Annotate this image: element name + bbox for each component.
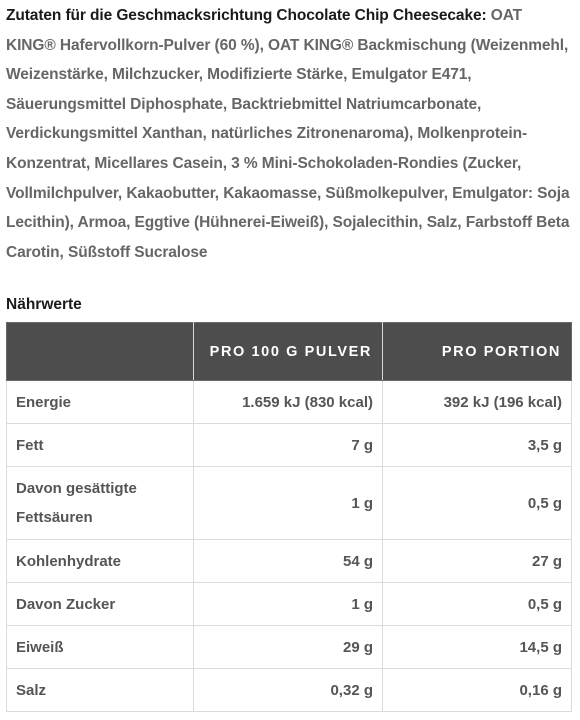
nutrition-table [6, 322, 572, 712]
nutrient-label: Eiweiß [7, 626, 194, 669]
value-per-portion: 3,5 g [383, 424, 572, 467]
nutrition-title: Nährwerte [6, 296, 82, 314]
value-per-100g: 1 g [194, 583, 383, 626]
table-row [7, 626, 572, 669]
value-per-portion: 27 g [383, 540, 572, 583]
table-row [7, 467, 572, 540]
value-per-portion: 0,16 g [383, 669, 572, 712]
nutrient-label: Davon gesättigte Fettsäuren [7, 467, 194, 540]
value-per-100g: 1.659 kJ (830 kcal) [194, 381, 383, 424]
value-per-100g: 54 g [194, 540, 383, 583]
value-per-portion: 14,5 g [383, 626, 572, 669]
table-row [7, 583, 572, 626]
value-per-100g: 7 g [194, 424, 383, 467]
table-row [7, 540, 572, 583]
header-cell-per-portion: PRO PORTION [383, 323, 572, 381]
ingredients-lead: Zutaten für die Geschmacksrichtung Chocolate Chip Cheesecake: [6, 7, 487, 24]
nutrient-label: Kohlenhydrate [7, 540, 194, 583]
ingredients-paragraph [6, 1, 572, 267]
nutrient-label: Davon Zucker [7, 583, 194, 626]
value-per-100g: 0,32 g [194, 669, 383, 712]
header-cell-label [7, 323, 194, 381]
header-cell-per-100g: PRO 100 G PULVER [194, 323, 383, 381]
nutrition-header-row [7, 323, 572, 381]
nutrient-label: Energie [7, 381, 194, 424]
table-row [7, 669, 572, 712]
ingredients-text: OAT KING® Hafervollkorn-Pulver (60 %), OAT KING® Backmischung (Weizenmehl, Weizenstärke, Milchzucker, Modifizierte Stärke, Emulgator E471, Säuerungsmittel Diphosphate, Backtriebmittel Natriumcarbonate, Verdickungsmittel Xanthan, natürliches Zitronenaroma), Molkenprotein-Konzentrat, Micellares Casein, 3 % Mini-Schokoladen-Rondies (Zucker, Vollmilchpulver, Kakaobutter, Kakaomasse, Süßmolkepulver, Emulgator: Soja Lecithin), Armoa, Eggtive (Hühnerei-Eiweiß), Sojalecithin, Salz, Farbstoff Beta Carotin, Süßstoff Sucralose [6, 7, 570, 261]
value-per-portion: 0,5 g [383, 467, 572, 540]
value-per-portion: 392 kJ (196 kcal) [383, 381, 572, 424]
value-per-100g: 29 g [194, 626, 383, 669]
nutrient-label: Salz [7, 669, 194, 712]
value-per-portion: 0,5 g [383, 583, 572, 626]
table-row [7, 381, 572, 424]
table-row [7, 424, 572, 467]
value-per-100g: 1 g [194, 467, 383, 540]
nutrient-label: Fett [7, 424, 194, 467]
